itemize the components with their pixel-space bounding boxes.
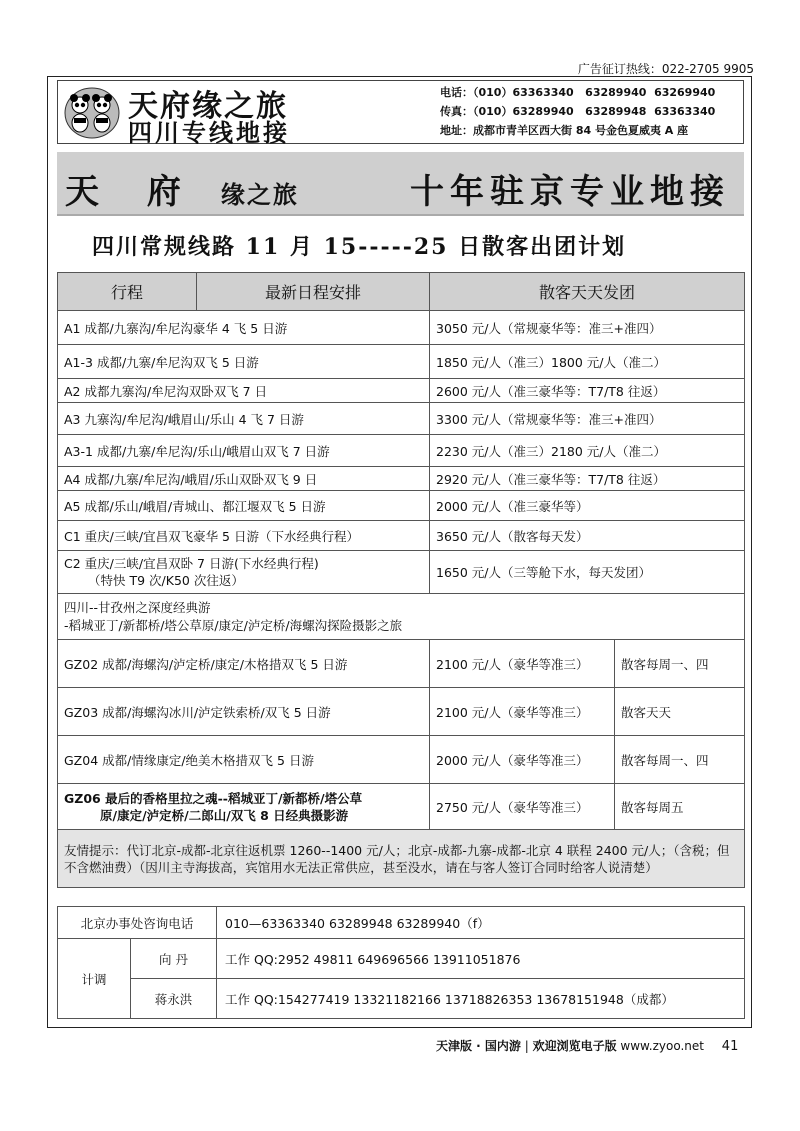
coordinator-row: [58, 939, 745, 979]
schedule-cell: 散客天天: [615, 688, 745, 736]
friendly-reminder: 友情提示：代订北京-成都-北京往返机票 1260--1400 元/人；北京-成都-九寨-成都-北京 4 联程 2400 元/人；（含税；但不含燃油费）（因川主寺海拔高，宾馆用水无法正常供应，甚至没水，请在与客人签订合同时给客人说清楚）: [58, 830, 745, 888]
price-cell: 3650 元/人（散客每天发）: [430, 521, 745, 551]
table-row: [58, 435, 745, 467]
contact-table: [57, 906, 745, 1019]
section-row: [58, 594, 745, 640]
route-line-2: （特快 T9 次/K50 次往返）: [88, 573, 244, 588]
office-label: 北京办事处咨询电话: [58, 907, 217, 939]
schedule-title: 四川常规线路 11 月 15-----25 日散客出团计划: [92, 234, 627, 260]
price-cell: 2750 元/人（豪华等准三）: [430, 784, 615, 830]
route-line-2: 原/康定/泸定桥/二郎山/双飞 8 日经典摄影游: [100, 807, 349, 823]
route-cell: A1 成都/九寨沟/牟尼沟豪华 4 飞 5 日游: [58, 311, 430, 345]
slogan-banner: [57, 152, 744, 216]
table-row-gz06: [58, 784, 745, 830]
itinerary-table: [57, 272, 745, 888]
header-address: 地址：成都市青羊区西大街 84 号金色夏威夷 A 座: [440, 124, 689, 137]
brand-name: 天府缘之旅: [128, 89, 288, 124]
footer-welcome: 欢迎浏览电子版: [532, 1039, 617, 1053]
section-line-1: 四川--甘孜州之深度经典游: [64, 599, 211, 615]
schedule-cell: 散客每周一、四: [615, 640, 745, 688]
banner-brand-main: 天 府: [65, 172, 199, 212]
office-phones: 010—63363340 63289948 63289940（f）: [217, 907, 745, 939]
table-row: [58, 521, 745, 551]
route-line-1: GZ06 最后的香格里拉之魂--稻城亚丁/新都桥/塔公草: [64, 790, 363, 806]
route-cell: A3 九寨沟/牟尼沟/峨眉山/乐山 4 飞 7 日游: [58, 403, 430, 435]
table-row-c2: [58, 551, 745, 594]
brand-tagline: 四川专线地接: [128, 119, 290, 147]
table-row: [58, 345, 745, 379]
table-row: [58, 311, 745, 345]
page-footer: [436, 1037, 738, 1054]
coordinator-label: 计调: [58, 939, 131, 1019]
header-route: 行程: [58, 273, 197, 311]
price-cell: 2000 元/人（豪华等准三）: [430, 736, 615, 784]
table-row: [58, 736, 745, 784]
agency-header: [57, 80, 744, 147]
route-cell: [58, 551, 430, 594]
person-name: 向 丹: [131, 939, 217, 979]
banner-brand: [65, 164, 299, 213]
person-details: 工作 QQ:2952 49811 649696566 13911051876: [217, 939, 745, 979]
section-line-2: -稻城亚丁/新都桥/塔公草原/康定/泸定桥/海螺沟探险摄影之旅: [64, 617, 403, 633]
table-header-row: [58, 273, 745, 311]
route-cell: A1-3 成都/九寨/牟尼沟双飞 5 日游: [58, 345, 430, 379]
table-row: [58, 379, 745, 403]
table-row: [58, 467, 745, 491]
footer-site: www.zyoo.net: [616, 1039, 704, 1053]
route-cell: GZ04 成都/情缘康定/绝美木格措双飞 5 日游: [58, 736, 430, 784]
price-cell: 2600 元/人（准三豪华等：T7/T8 往返）: [430, 379, 745, 403]
table-row: [58, 403, 745, 435]
header-departures: 散客天天发团: [430, 273, 745, 311]
table-row: [58, 688, 745, 736]
person-details: 工作 QQ:154277419 13321182166 13718826353 13678151948（成都）: [217, 979, 745, 1019]
route-cell: C1 重庆/三峡/宜昌双飞豪华 5 日游（下水经典行程）: [58, 521, 430, 551]
footer-separator: |: [520, 1039, 533, 1053]
section-heading: [58, 594, 745, 640]
header-schedule: 最新日程安排: [197, 273, 430, 311]
price-cell: 2230 元/人（准三）2180 元/人（准二）: [430, 435, 745, 467]
price-cell: 2000 元/人（准三豪华等）: [430, 491, 745, 521]
table-row: [58, 491, 745, 521]
route-cell: GZ03 成都/海螺沟冰川/泸定铁索桥/双飞 5 日游: [58, 688, 430, 736]
price-cell: 1850 元/人（准三）1800 元/人（准二）: [430, 345, 745, 379]
price-cell: 2100 元/人（豪华等准三）: [430, 688, 615, 736]
route-line-1: C2 重庆/三峡/宜昌双卧 7 日游(下水经典行程): [64, 556, 319, 571]
route-cell: GZ02 成都/海螺沟/泸定桥/康定/木格措双飞 5 日游: [58, 640, 430, 688]
person-name: 蒋永洪: [131, 979, 217, 1019]
table-row: [58, 640, 745, 688]
coordinator-row: [58, 979, 745, 1019]
route-cell: A3-1 成都/九寨/牟尼沟/乐山/峨眉山双飞 7 日游: [58, 435, 430, 467]
schedule-cell: 散客每周五: [615, 784, 745, 830]
panda-logo-icon: [64, 85, 120, 139]
price-cell: 3050 元/人（常规豪华等：准三+准四）: [430, 311, 745, 345]
header-fax: 传真：（010）63289940 63289948 63363340: [440, 105, 716, 118]
price-cell: 2100 元/人（豪华等准三）: [430, 640, 615, 688]
route-cell: A2 成都九寨沟/牟尼沟双卧双飞 7 日: [58, 379, 430, 403]
note-row: [58, 830, 745, 888]
footer-section: 天津版 · 国内游: [436, 1039, 521, 1053]
route-cell: [58, 784, 430, 830]
route-cell: A4 成都/九寨/牟尼沟/峨眉/乐山双卧双飞 9 日: [58, 467, 430, 491]
banner-brand-small: 缘之旅: [220, 180, 299, 209]
banner-slogan: 十年驻京专业地接: [410, 172, 730, 212]
page-number: 41: [721, 1039, 739, 1054]
schedule-cell: 散客每周一、四: [615, 736, 745, 784]
price-cell: 2920 元/人（准三豪华等：T7/T8 往返）: [430, 467, 745, 491]
price-cell: 1650 元/人（三等舱下水，每天发团）: [430, 551, 745, 594]
price-cell: 3300 元/人（常规豪华等：准三+准四）: [430, 403, 745, 435]
header-phone: 电话：（010）63363340 63289940 63269940: [440, 86, 716, 99]
office-row: [58, 907, 745, 939]
ad-hotline: 广告征订热线：022-2705 9905: [577, 62, 754, 76]
route-cell: A5 成都/乐山/峨眉/青城山、都江堰双飞 5 日游: [58, 491, 430, 521]
